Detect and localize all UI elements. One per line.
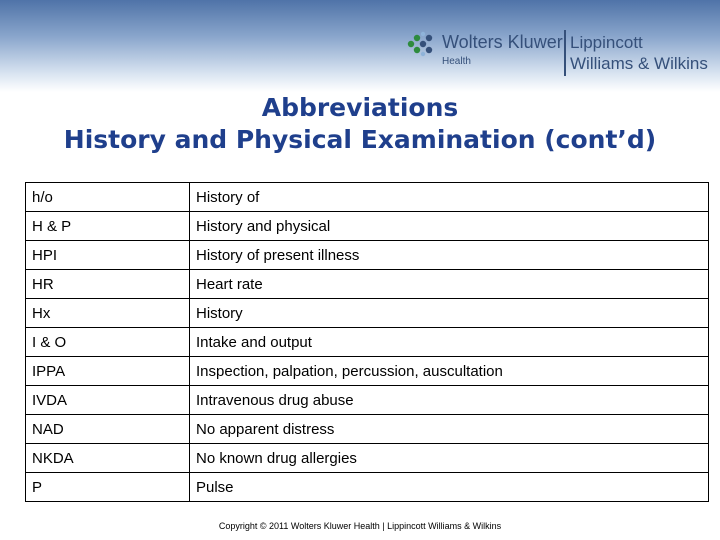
table-row bbox=[26, 299, 709, 328]
table-row bbox=[26, 212, 709, 241]
meaning-cell: History of bbox=[190, 183, 709, 212]
abbr-cell: Hx bbox=[26, 299, 190, 328]
table-row bbox=[26, 415, 709, 444]
abbr-cell: NKDA bbox=[26, 444, 190, 473]
copyright-footer: Copyright © 2011 Wolters Kluwer Health | Lippincott Williams & Wilkins bbox=[218, 521, 502, 531]
abbr-cell: I & O bbox=[26, 328, 190, 357]
abbr-cell: HPI bbox=[26, 241, 190, 270]
meaning-cell: History and physical bbox=[190, 212, 709, 241]
meaning-cell: Intake and output bbox=[190, 328, 709, 357]
abbr-cell: h/o bbox=[26, 183, 190, 212]
slide-title bbox=[0, 92, 720, 156]
meaning-cell: Pulse bbox=[190, 473, 709, 502]
lww-line2: Williams & Wilkins bbox=[570, 54, 708, 73]
meaning-cell: History of present illness bbox=[190, 241, 709, 270]
meaning-cell: Heart rate bbox=[190, 270, 709, 299]
table-row bbox=[26, 386, 709, 415]
title-line2: History and Physical Examination (cont’d) bbox=[63, 125, 657, 154]
wolters-kluwer-wordmark: Wolters Kluwer bbox=[442, 32, 563, 52]
abbreviation-table bbox=[25, 182, 709, 502]
wolters-kluwer-logo-icon bbox=[406, 31, 436, 57]
lww-wordmark bbox=[570, 32, 708, 74]
meaning-cell: Inspection, palpation, percussion, auscultation bbox=[190, 357, 709, 386]
abbr-cell: HR bbox=[26, 270, 190, 299]
table-row bbox=[26, 241, 709, 270]
abbr-cell: NAD bbox=[26, 415, 190, 444]
abbr-cell: P bbox=[26, 473, 190, 502]
health-label: Health bbox=[442, 56, 471, 67]
abbr-cell: IVDA bbox=[26, 386, 190, 415]
meaning-cell: No apparent distress bbox=[190, 415, 709, 444]
meaning-cell: History bbox=[190, 299, 709, 328]
table-row bbox=[26, 183, 709, 212]
meaning-cell: Intravenous drug abuse bbox=[190, 386, 709, 415]
publisher-logo bbox=[404, 28, 716, 78]
logo-divider bbox=[564, 30, 566, 76]
table-row bbox=[26, 473, 709, 502]
table-row bbox=[26, 444, 709, 473]
lww-line1: Lippincott bbox=[570, 33, 643, 52]
table-row bbox=[26, 270, 709, 299]
title-line1: Abbreviations bbox=[261, 93, 459, 122]
table-row bbox=[26, 357, 709, 386]
abbr-cell: H & P bbox=[26, 212, 190, 241]
table-row bbox=[26, 328, 709, 357]
meaning-cell: No known drug allergies bbox=[190, 444, 709, 473]
abbr-cell: IPPA bbox=[26, 357, 190, 386]
